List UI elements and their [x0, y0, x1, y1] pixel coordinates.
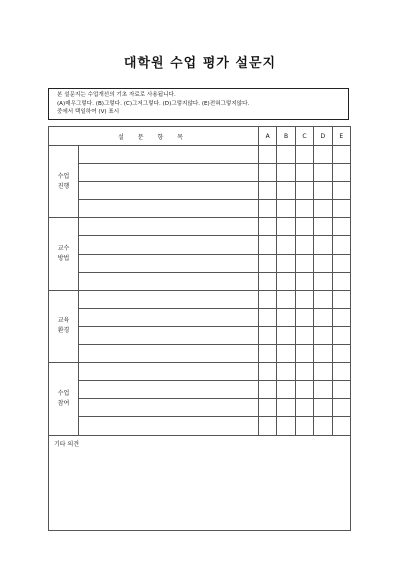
- survey-item-cell[interactable]: [79, 164, 259, 182]
- choice-cell-d[interactable]: [314, 399, 332, 417]
- choice-cell-e[interactable]: [332, 254, 350, 272]
- instruction-line-3: 중에서 택일하여 (V) 표시: [57, 109, 120, 115]
- instruction-line-1: 본 설문지는 수업개선의 기초 자료로 사용됩니다.: [57, 92, 176, 98]
- other-comments-row: [49, 435, 351, 530]
- other-comments-field[interactable]: [49, 435, 351, 530]
- header-choice-a: A: [259, 127, 277, 146]
- table-row: [49, 200, 351, 218]
- table-header-row: [49, 127, 351, 146]
- choice-cell-e[interactable]: [332, 272, 350, 290]
- choice-cell-d[interactable]: [314, 218, 332, 236]
- choice-cell-e[interactable]: [332, 326, 350, 344]
- choice-cell-b[interactable]: [277, 236, 295, 254]
- choice-cell-b[interactable]: [277, 308, 295, 326]
- table-row: [49, 182, 351, 200]
- choice-cell-d[interactable]: [314, 381, 332, 399]
- choice-cell-a[interactable]: [259, 146, 277, 164]
- choice-cell-c[interactable]: [295, 164, 313, 182]
- choice-cell-d[interactable]: [314, 164, 332, 182]
- choice-cell-e[interactable]: [332, 236, 350, 254]
- choice-cell-c[interactable]: [295, 200, 313, 218]
- table-row: [49, 164, 351, 182]
- choice-cell-b[interactable]: [277, 345, 295, 363]
- choice-cell-e[interactable]: [332, 218, 350, 236]
- choice-cell-b[interactable]: [277, 218, 295, 236]
- table-row: [49, 345, 351, 363]
- survey-item-cell[interactable]: [79, 272, 259, 290]
- choice-cell-e[interactable]: [332, 200, 350, 218]
- survey-item-cell[interactable]: [79, 236, 259, 254]
- choice-cell-a[interactable]: [259, 290, 277, 308]
- choice-cell-e[interactable]: [332, 381, 350, 399]
- survey-item-cell[interactable]: [79, 254, 259, 272]
- survey-item-cell[interactable]: [79, 326, 259, 344]
- table-row: [49, 254, 351, 272]
- choice-cell-b[interactable]: [277, 254, 295, 272]
- category-label: [49, 363, 79, 435]
- table-row: [49, 290, 351, 308]
- survey-item-cell[interactable]: [79, 308, 259, 326]
- choice-cell-a[interactable]: [259, 308, 277, 326]
- choice-cell-e[interactable]: [332, 363, 350, 381]
- choice-cell-c[interactable]: [295, 236, 313, 254]
- choice-cell-c[interactable]: [295, 417, 313, 435]
- survey-table: [48, 126, 351, 531]
- other-comments-label: 기타 의견: [54, 440, 80, 448]
- choice-cell-d[interactable]: [314, 272, 332, 290]
- choice-cell-e[interactable]: [332, 182, 350, 200]
- choice-cell-c[interactable]: [295, 146, 313, 164]
- choice-cell-e[interactable]: [332, 399, 350, 417]
- header-choice-e: E: [332, 127, 350, 146]
- choice-cell-d[interactable]: [314, 308, 332, 326]
- choice-cell-d[interactable]: [314, 236, 332, 254]
- choice-cell-d[interactable]: [314, 182, 332, 200]
- table-row: [49, 272, 351, 290]
- choice-cell-d[interactable]: [314, 363, 332, 381]
- category-label: [49, 218, 79, 290]
- survey-item-cell[interactable]: [79, 417, 259, 435]
- choice-cell-a[interactable]: [259, 164, 277, 182]
- choice-cell-c[interactable]: [295, 308, 313, 326]
- choice-cell-c[interactable]: [295, 363, 313, 381]
- choice-cell-c[interactable]: [295, 254, 313, 272]
- survey-item-cell[interactable]: [79, 345, 259, 363]
- choice-cell-d[interactable]: [314, 290, 332, 308]
- choice-cell-d[interactable]: [314, 200, 332, 218]
- choice-cell-b[interactable]: [277, 200, 295, 218]
- choice-cell-a[interactable]: [259, 417, 277, 435]
- choice-cell-d[interactable]: [314, 146, 332, 164]
- choice-cell-a[interactable]: [259, 272, 277, 290]
- choice-cell-c[interactable]: [295, 345, 313, 363]
- choice-cell-d[interactable]: [314, 417, 332, 435]
- choice-cell-b[interactable]: [277, 326, 295, 344]
- choice-cell-e[interactable]: [332, 345, 350, 363]
- category-label-line2: 진행: [57, 182, 70, 190]
- choice-cell-b[interactable]: [277, 290, 295, 308]
- table-row: [49, 146, 351, 164]
- choice-cell-c[interactable]: [295, 326, 313, 344]
- table-row: [49, 218, 351, 236]
- choice-cell-b[interactable]: [277, 381, 295, 399]
- survey-item-cell[interactable]: [79, 399, 259, 417]
- header-survey-items: 설 문 항 목: [49, 127, 259, 146]
- category-label-line1: 수업: [57, 389, 70, 397]
- survey-item-cell[interactable]: [79, 363, 259, 381]
- table-row: [49, 326, 351, 344]
- header-choice-c: C: [295, 127, 313, 146]
- choice-cell-e[interactable]: [332, 146, 350, 164]
- choice-cell-a[interactable]: [259, 218, 277, 236]
- choice-cell-e[interactable]: [332, 164, 350, 182]
- choice-cell-d[interactable]: [314, 254, 332, 272]
- header-choice-d: D: [314, 127, 332, 146]
- table-row: [49, 308, 351, 326]
- choice-cell-b[interactable]: [277, 272, 295, 290]
- choice-cell-d[interactable]: [314, 326, 332, 344]
- choice-cell-c[interactable]: [295, 399, 313, 417]
- category-label-line1: 교육: [57, 317, 70, 325]
- category-label: [49, 290, 79, 362]
- choice-cell-a[interactable]: [259, 381, 277, 399]
- choice-cell-b[interactable]: [277, 146, 295, 164]
- survey-item-cell[interactable]: [79, 200, 259, 218]
- choice-cell-a[interactable]: [259, 236, 277, 254]
- survey-item-cell[interactable]: [79, 182, 259, 200]
- category-label-line2: 방법: [57, 255, 70, 263]
- page-title: 대학원 수업 평가 설문지: [123, 56, 277, 71]
- choice-cell-b[interactable]: [277, 399, 295, 417]
- category-label-line1: 수업: [57, 172, 70, 180]
- choice-cell-c[interactable]: [295, 182, 313, 200]
- choice-cell-b[interactable]: [277, 417, 295, 435]
- table-row: [49, 381, 351, 399]
- choice-cell-d[interactable]: [314, 345, 332, 363]
- choice-cell-b[interactable]: [277, 182, 295, 200]
- choice-cell-b[interactable]: [277, 164, 295, 182]
- survey-item-cell[interactable]: [79, 146, 259, 164]
- choice-cell-a[interactable]: [259, 363, 277, 381]
- choice-cell-a[interactable]: [259, 182, 277, 200]
- survey-item-cell[interactable]: [79, 381, 259, 399]
- survey-item-cell[interactable]: [79, 290, 259, 308]
- category-label-line2: 환경: [57, 327, 70, 335]
- table-row: [49, 363, 351, 381]
- table-row: [49, 417, 351, 435]
- choice-cell-a[interactable]: [259, 345, 277, 363]
- header-choice-b: B: [277, 127, 295, 146]
- category-label-line2: 참여: [57, 399, 70, 407]
- choice-cell-a[interactable]: [259, 399, 277, 417]
- survey-item-cell[interactable]: [79, 218, 259, 236]
- choice-cell-c[interactable]: [295, 272, 313, 290]
- choice-cell-a[interactable]: [259, 200, 277, 218]
- choice-cell-c[interactable]: [295, 381, 313, 399]
- choice-cell-c[interactable]: [295, 218, 313, 236]
- category-label-line1: 교수: [57, 245, 70, 253]
- choice-cell-a[interactable]: [259, 254, 277, 272]
- choice-cell-b[interactable]: [277, 363, 295, 381]
- choice-cell-e[interactable]: [332, 290, 350, 308]
- instructions-box: [48, 88, 349, 120]
- table-row: [49, 236, 351, 254]
- choice-cell-e[interactable]: [332, 417, 350, 435]
- table-row: [49, 399, 351, 417]
- choice-cell-e[interactable]: [332, 308, 350, 326]
- instruction-line-2: (A)매우그렇다. (B)그렇다. (C)그저그렇다. (D)그렇지않다. (E)전혀그렇지않다.: [57, 100, 250, 107]
- choice-cell-c[interactable]: [295, 290, 313, 308]
- category-label: [49, 146, 79, 218]
- choice-cell-a[interactable]: [259, 326, 277, 344]
